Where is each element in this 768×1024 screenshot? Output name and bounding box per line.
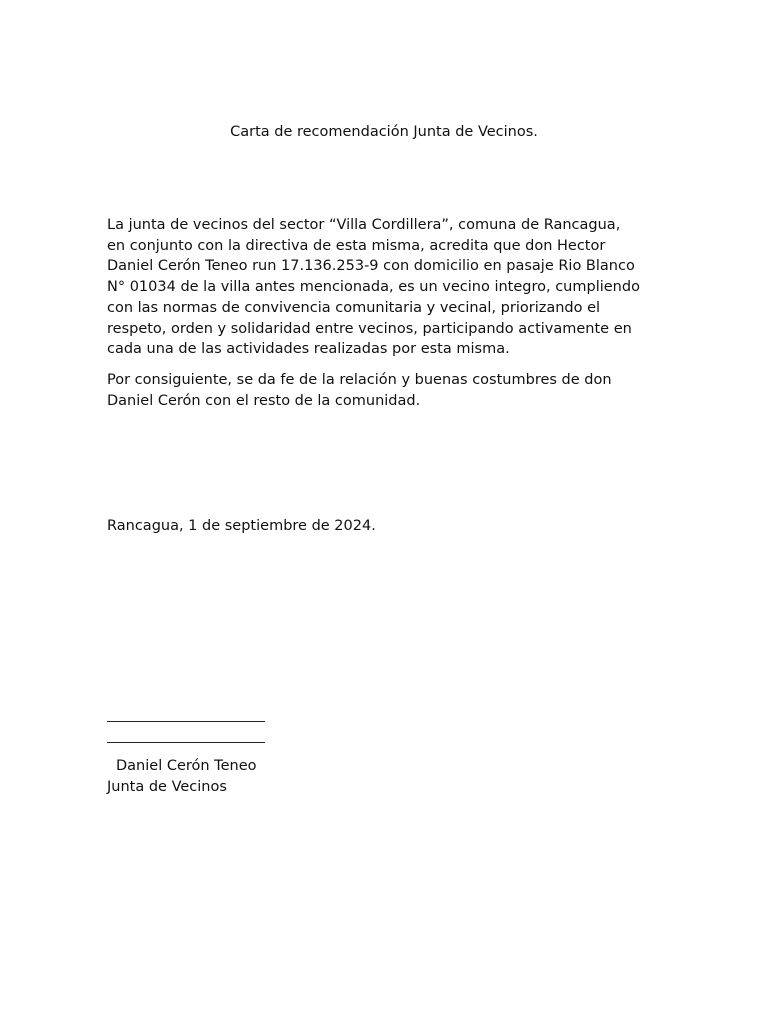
- date-line: Rancagua, 1 de septiembre de 2024.: [107, 518, 376, 534]
- paragraph-2-line: Por consiguiente, se da fe de la relación y buenas costumbres de don: [107, 372, 612, 388]
- paragraph-1-line: en conjunto con la directiva de esta misma, acredita que don Hector: [107, 237, 606, 254]
- signature-line: [107, 721, 265, 722]
- body-paragraph-2: [107, 370, 612, 411]
- signature-line: [107, 742, 265, 743]
- paragraph-2-line: Daniel Cerón con el resto de la comunidad.: [107, 392, 421, 409]
- signatory-name: Daniel Cerón Teneo: [116, 758, 257, 774]
- paragraph-1-line: cada una de las actividades realizadas por esta misma.: [107, 341, 510, 358]
- paragraph-1-line: Daniel Cerón Teneo run 17.136.253-9 con domicilio en pasaje Rio Blanco: [107, 258, 635, 275]
- body-paragraph-1: [107, 215, 640, 360]
- paragraph-1-line: N° 01034 de la villa antes mencionada, es un vecino integro, cumpliendo: [107, 279, 640, 296]
- signatory-organization: Junta de Vecinos: [107, 779, 227, 795]
- paragraph-1-line: con las normas de convivencia comunitaria y vecinal, priorizando el: [107, 299, 601, 316]
- paragraph-1-line: La junta de vecinos del sector “Villa Cordillera”, comuna de Rancagua,: [107, 217, 621, 233]
- letter-title: Carta de recomendación Junta de Vecinos.: [230, 124, 538, 140]
- paragraph-1-line: respeto, orden y solidaridad entre vecinos, participando activamente en: [107, 320, 632, 337]
